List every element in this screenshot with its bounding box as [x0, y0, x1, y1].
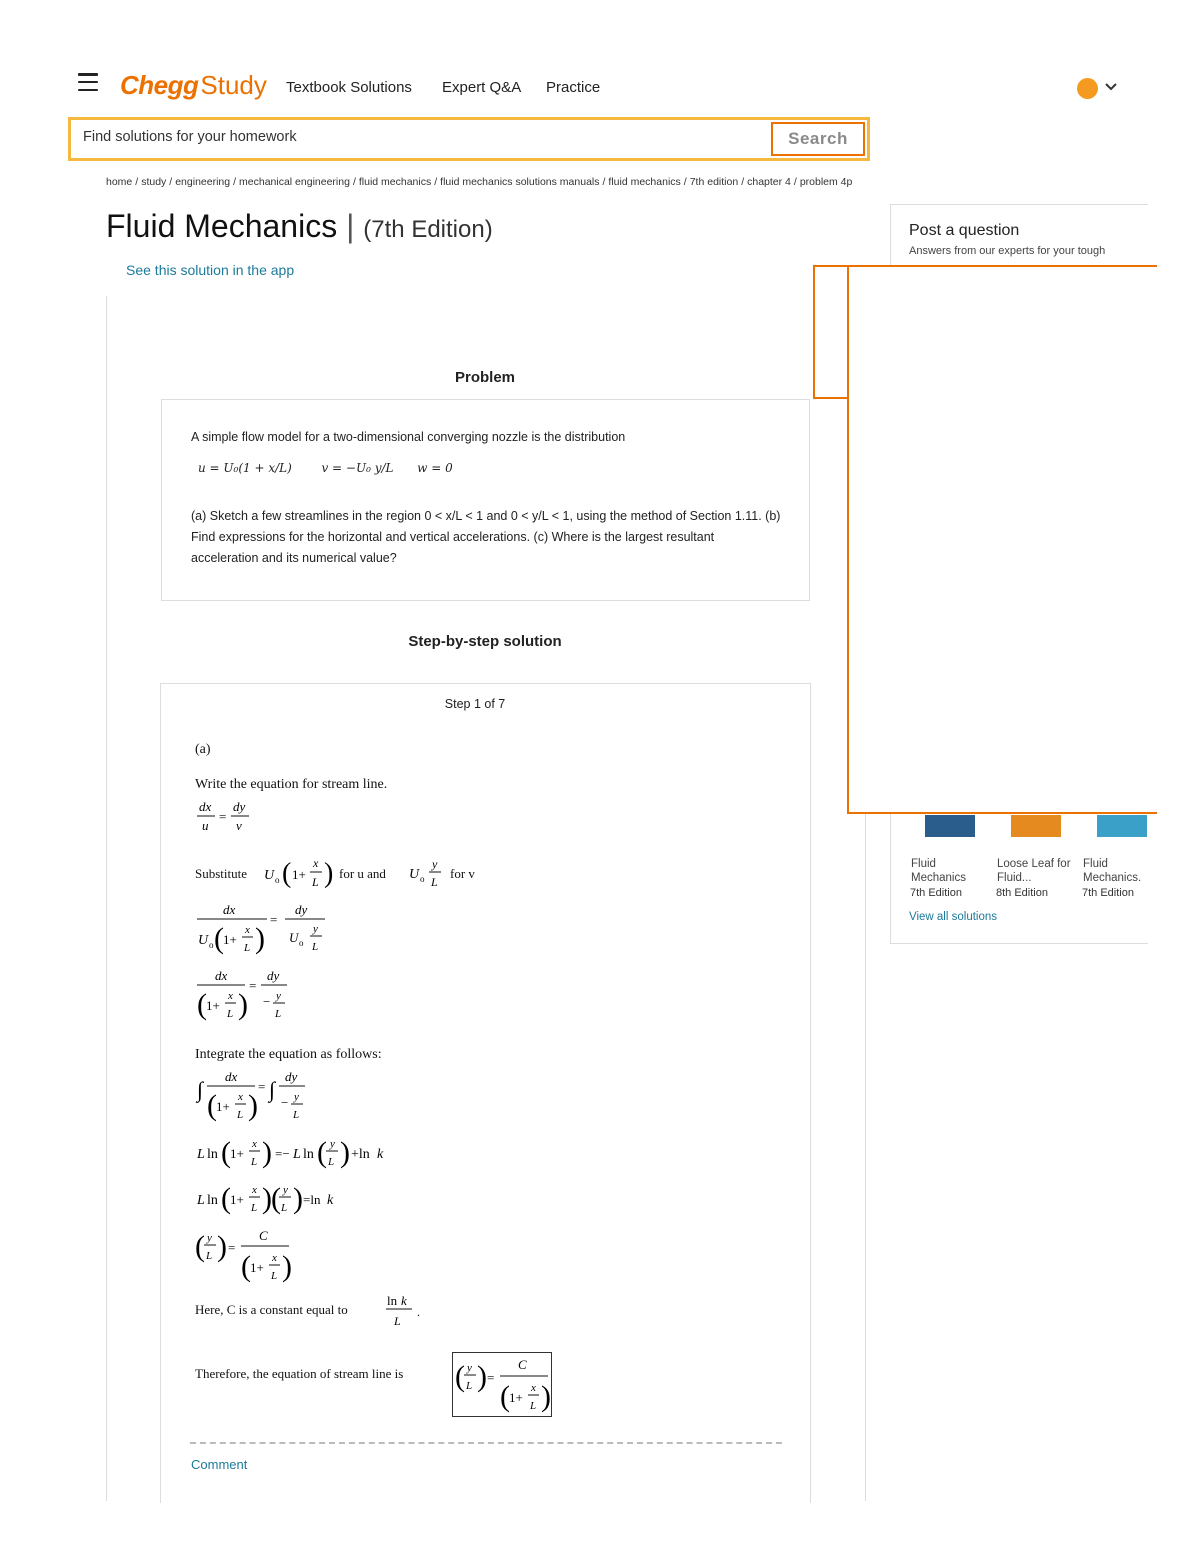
svg-text:k: k: [327, 1193, 334, 1208]
svg-text:=: =: [487, 1370, 495, 1385]
equation-result: [195, 1224, 305, 1286]
svg-text:x: x: [313, 856, 319, 870]
svg-text:U: U: [198, 933, 209, 948]
step-text: for v: [450, 866, 475, 881]
equation-streamline: [195, 797, 265, 839]
equation-log-combined: [195, 1178, 355, 1222]
nav-textbook-solutions[interactable]: Textbook Solutions: [286, 79, 412, 96]
svg-text:o: o: [209, 940, 214, 950]
step-text: for u and: [339, 866, 386, 881]
svg-text:L: L: [431, 875, 438, 889]
step-text: Write the equation for stream line.: [195, 777, 388, 792]
svg-text:): ): [238, 988, 248, 1021]
svg-text:U: U: [289, 930, 299, 945]
search-bar: [68, 117, 870, 161]
svg-text:ln: ln: [207, 1147, 218, 1162]
step-label: Step 1 of 7: [444, 697, 506, 711]
breadcrumb-item[interactable]: fluid mechanics solutions manuals: [440, 176, 600, 188]
search-button[interactable]: Search: [771, 122, 865, 156]
svg-text:x: x: [252, 1138, 257, 1150]
svg-text:): ): [217, 1230, 227, 1263]
svg-text:=: =: [228, 1240, 236, 1255]
equation-integral: [195, 1067, 315, 1129]
svg-text:=−: =−: [275, 1146, 290, 1161]
problem-intro: A simple flow model for a two-dimensional converging nozzle is the distribution: [191, 430, 626, 444]
equation-log: [195, 1132, 395, 1176]
svg-text:dx: dx: [215, 968, 228, 983]
svg-text:k: k: [377, 1147, 384, 1162]
svg-text:1+: 1+: [230, 1146, 244, 1161]
step-text: Integrate the equation as follows:: [195, 1047, 382, 1062]
problem-formula: [198, 461, 453, 475]
svg-text:=ln: =ln: [303, 1192, 321, 1207]
svg-text:(: (: [195, 1230, 205, 1263]
post-question-subtitle: Answers from our experts for your tough: [909, 245, 1106, 257]
svg-text:dy: dy: [295, 902, 308, 917]
search-input[interactable]: [83, 129, 763, 145]
svg-text:y: y: [432, 857, 438, 871]
svg-text:∫: ∫: [197, 1077, 204, 1102]
content-divider: [106, 296, 107, 1501]
part-label: (a): [195, 742, 211, 757]
divider: [190, 1442, 782, 1444]
svg-text:o: o: [420, 874, 425, 884]
svg-text:C: C: [518, 1357, 527, 1372]
equation-constant: [385, 1290, 425, 1330]
svg-text:x: x: [245, 924, 250, 936]
svg-text:y: y: [283, 1184, 288, 1196]
overlay-panel: [813, 265, 849, 399]
svg-text:−: −: [263, 994, 271, 1009]
svg-text:(: (: [455, 1360, 465, 1393]
breadcrumb-item[interactable]: chapter 4: [747, 176, 791, 188]
svg-text:y: y: [294, 1091, 299, 1103]
svg-text:C: C: [259, 1228, 268, 1243]
svg-text:∫: ∫: [269, 1077, 276, 1102]
equation-substituted: [195, 900, 335, 962]
svg-text:L: L: [227, 1008, 234, 1020]
svg-text:dx: dx: [223, 902, 236, 917]
post-question-title[interactable]: Post a question: [909, 222, 1020, 239]
svg-text:L: L: [293, 1109, 300, 1121]
svg-text:): ): [293, 1182, 303, 1215]
svg-text:(: (: [207, 1089, 217, 1122]
book-cover[interactable]: [925, 815, 975, 837]
svg-text:): ): [324, 858, 334, 889]
svg-text:L: L: [251, 1156, 258, 1168]
svg-text:dx: dx: [225, 1069, 238, 1084]
svg-text:U: U: [409, 867, 420, 882]
book-cover[interactable]: [1011, 815, 1061, 837]
svg-text:ln: ln: [303, 1147, 314, 1162]
svg-text:ln: ln: [207, 1193, 218, 1208]
svg-text:=: =: [249, 978, 257, 993]
formula-w: w = 0: [417, 461, 453, 475]
svg-text:L: L: [312, 941, 319, 953]
svg-text:y: y: [330, 1138, 335, 1150]
svg-text:o: o: [299, 938, 304, 948]
svg-text:dy: dy: [233, 799, 246, 814]
svg-text:(: (: [221, 1136, 231, 1169]
book-edition: 7th Edition: [1082, 887, 1134, 899]
breadcrumb-item[interactable]: study: [141, 176, 167, 188]
svg-text:U: U: [264, 868, 275, 883]
svg-text:=: =: [258, 1079, 266, 1094]
problem-heading: Problem: [454, 369, 515, 386]
svg-text:(: (: [282, 858, 292, 889]
book-title[interactable]: Fluid Mechanics: [911, 858, 966, 884]
svg-text:.: .: [417, 1305, 420, 1319]
svg-text:L: L: [251, 1202, 258, 1214]
svg-text:L: L: [237, 1109, 244, 1121]
nav-expert-qa[interactable]: Expert Q&A: [442, 79, 522, 96]
svg-text:1+: 1+: [292, 867, 306, 882]
formula-u: u = U₀(1 + x/L): [198, 461, 292, 475]
menu-icon[interactable]: [78, 73, 98, 91]
svg-text:x: x: [252, 1184, 257, 1196]
svg-text:): ): [262, 1136, 272, 1169]
book-edition: (7th Edition): [363, 216, 493, 243]
svg-text:+ln: +ln: [351, 1147, 370, 1162]
step-text: Here, C is a constant equal to: [195, 1302, 348, 1317]
breadcrumb-item[interactable]: mechanical engineering: [239, 176, 350, 188]
svg-text:L: L: [281, 1202, 288, 1214]
nav-practice[interactable]: Practice: [546, 79, 601, 96]
formula-v: v = −U₀ y/L: [321, 461, 394, 475]
book-title: Fluid Mechanics: [106, 208, 338, 244]
svg-text:−: −: [281, 1095, 289, 1110]
svg-text:): ): [340, 1136, 350, 1169]
breadcrumb-item[interactable]: 7th edition: [689, 176, 739, 188]
svg-text:L: L: [312, 875, 319, 889]
svg-text:1+: 1+: [230, 1192, 244, 1207]
svg-text:L: L: [394, 1314, 401, 1328]
svg-text:(: (: [197, 988, 207, 1021]
svg-text:1+: 1+: [216, 1099, 230, 1114]
svg-text:L: L: [328, 1156, 335, 1168]
svg-text:y: y: [313, 923, 318, 935]
equation-u-expr: [262, 852, 336, 896]
svg-text:x: x: [238, 1091, 243, 1103]
svg-text:ln: ln: [387, 1293, 398, 1308]
step-text: Substitute: [195, 866, 248, 881]
chegg-study-logo[interactable]: CheggStudy: [120, 70, 267, 100]
svg-text:1+: 1+: [206, 998, 220, 1013]
breadcrumb-item[interactable]: problem 4p: [799, 176, 853, 188]
book-title[interactable]: Loose Leaf for Fluid...: [997, 858, 1071, 884]
svg-text:o: o: [275, 875, 280, 885]
svg-text:=: =: [219, 809, 227, 824]
svg-text:): ): [262, 1182, 272, 1215]
svg-text:dx: dx: [199, 799, 212, 814]
book-cover[interactable]: [1097, 815, 1147, 837]
book-title[interactable]: Fluid Mechanics.: [1083, 858, 1142, 884]
equation-final-boxed: [452, 1352, 553, 1418]
page-title: Fluid Mechanics | (7th Edition): [106, 208, 493, 244]
svg-text:v: v: [236, 818, 242, 833]
svg-text:1+: 1+: [223, 932, 237, 947]
book-edition: 8th Edition: [996, 887, 1048, 899]
view-all-solutions-link[interactable]: View all solutions: [909, 911, 998, 923]
svg-text:(: (: [241, 1250, 251, 1283]
svg-text:(: (: [317, 1136, 327, 1169]
svg-text:=: =: [270, 912, 278, 927]
svg-text:y: y: [276, 990, 281, 1002]
see-in-app-link[interactable]: See this solution in the app: [126, 262, 295, 278]
breadcrumb-item[interactable]: home: [106, 176, 133, 188]
svg-text:1+: 1+: [250, 1260, 264, 1275]
svg-text:): ): [248, 1089, 258, 1122]
svg-text:dy: dy: [267, 968, 280, 983]
svg-text:L: L: [197, 1147, 205, 1162]
svg-text:u: u: [202, 818, 209, 833]
svg-text:L: L: [293, 1147, 301, 1162]
solution-heading: Step-by-step solution: [408, 633, 562, 650]
breadcrumb-item[interactable]: fluid mechanics: [358, 176, 432, 188]
svg-text:(: (: [214, 922, 224, 955]
svg-text:k: k: [401, 1293, 407, 1308]
svg-text:(: (: [271, 1182, 281, 1215]
overlay-panel: [847, 265, 1157, 814]
avatar[interactable]: [1077, 78, 1098, 99]
svg-text:L: L: [271, 1270, 278, 1282]
svg-text:x: x: [228, 990, 233, 1002]
svg-text:): ): [541, 1380, 551, 1413]
svg-text:x: x: [531, 1382, 536, 1394]
breadcrumb-item[interactable]: fluid mechanics: [608, 176, 681, 188]
equation-v-expr: [407, 854, 447, 894]
svg-text:dy: dy: [285, 1069, 298, 1084]
svg-text:L: L: [197, 1193, 205, 1208]
svg-text:L: L: [275, 1008, 282, 1020]
problem-parts: (a) Sketch a few streamlines in the region 0 < x/L < 1 and 0 < y/L < 1, using the method of Section 1.11. (b) Find expressions for the horizontal and vertical accelerations. (c) Where is the largest resultant acceleration and its numerical value?: [191, 509, 781, 565]
svg-text:): ): [282, 1250, 292, 1283]
svg-text:1+: 1+: [509, 1390, 523, 1405]
book-edition: 7th Edition: [910, 887, 962, 899]
svg-text:L: L: [530, 1400, 537, 1412]
equation-simplified: [195, 966, 305, 1028]
chevron-down-icon[interactable]: [1104, 80, 1118, 97]
svg-text:(: (: [221, 1182, 231, 1215]
svg-text:): ): [255, 922, 265, 955]
breadcrumb: home / study / engineering / mechanical engineering / fluid mechanics / fluid mechanics solutions manuals / fluid mechanics / 7th edition / chapter 4 / problem 4p: [106, 176, 853, 188]
svg-text:(: (: [500, 1380, 510, 1413]
svg-text:y: y: [207, 1232, 212, 1244]
breadcrumb-item[interactable]: engineering: [175, 176, 231, 188]
svg-text:x: x: [272, 1252, 277, 1264]
svg-text:L: L: [206, 1250, 213, 1262]
svg-text:): ): [477, 1360, 487, 1393]
svg-text:y: y: [467, 1362, 472, 1374]
comment-link[interactable]: Comment: [191, 1457, 248, 1472]
svg-text:L: L: [244, 942, 251, 954]
step-text: Therefore, the equation of stream line is: [195, 1366, 404, 1381]
svg-text:L: L: [466, 1380, 473, 1392]
